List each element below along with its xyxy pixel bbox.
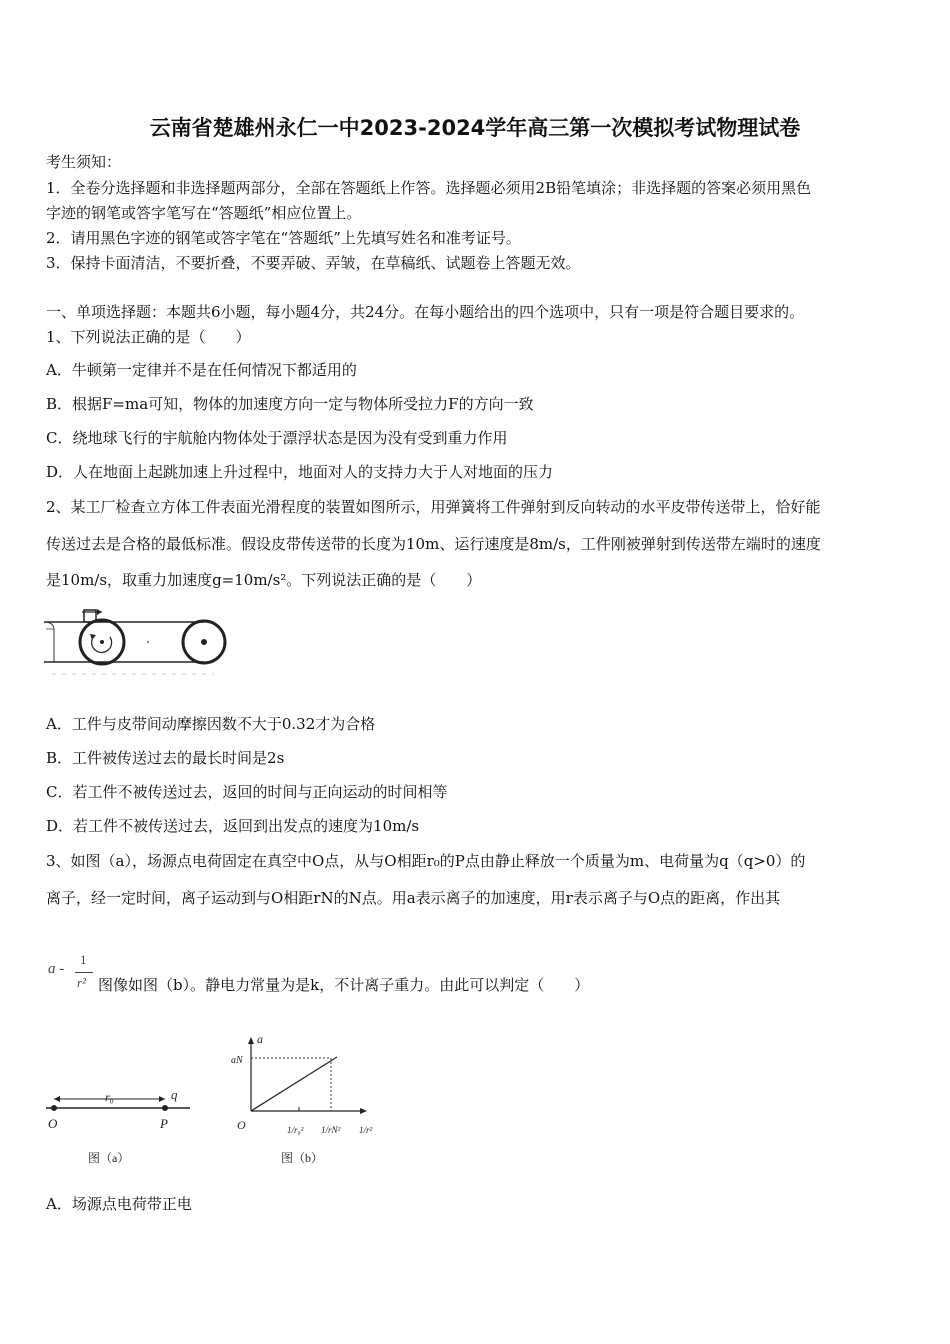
- caption-b: 图（b）: [281, 1151, 324, 1165]
- notice-line: 3．保持卡面清洁，不要折叠，不要弄破、弄皱，在草稿纸、试题卷上答题无效。: [46, 254, 581, 272]
- q1-option-d: D．人在地面上起跳加速上升过程中，地面对人的支持力大于人对地面的压力: [46, 463, 554, 481]
- q2-option-a: A．工件与皮带间动摩擦因数不大于0.32才为合格: [46, 715, 376, 733]
- conveyor-belt-figure: [44, 604, 234, 680]
- notice-line: 字迹的钢笔或答字笔写在“答题纸”相应位置上。: [46, 204, 362, 222]
- label-q: q: [171, 1088, 178, 1102]
- q3-stem-line: 3、如图（a），场源点电荷固定在真空中O点，从与O相距r₀的P点由静止释放一个质量为m、电荷量为q（q>0）的: [46, 852, 806, 870]
- tick-label-rn: 1/rN²: [321, 1125, 341, 1135]
- fraction-bar: [75, 972, 93, 973]
- q2-stem-line: 2、某工厂检查立方体工件表面光滑程度的装置如图所示，用弹簧将工件弹射到反向转动的水平皮带传送带上，恰好能: [46, 498, 821, 516]
- notice-heading: 考生须知：: [46, 153, 122, 171]
- q3-stem-line: 图像如图（b）。静电力常量为是k，不计离子重力。由此可以判定（ ）: [98, 976, 590, 994]
- q2-option-d: D．若工件不被传送过去，返回到出发点的速度为10m/s: [46, 817, 420, 835]
- q1-stem: 1、下列说法正确的是（ ）: [46, 328, 251, 346]
- notice-line: 2．请用黑色字迹的钢笔或答字笔在“答题纸”上先填写姓名和准考证号。: [46, 229, 521, 247]
- tick-label-r0: 1/r₀²: [287, 1125, 304, 1135]
- fraction-denominator: r²: [77, 975, 86, 990]
- q2-option-c: C．若工件不被传送过去，返回的时间与正向运动的时间相等: [46, 783, 448, 801]
- figure-b: [225, 1033, 385, 1173]
- label-r0: r₀: [105, 1090, 114, 1104]
- axis-label-a: a: [257, 1033, 263, 1046]
- label-o: O: [48, 1116, 58, 1131]
- q1-option-b: B．根据F=ma可知，物体的加速度方向一定与物体所受拉力F的方向一致: [46, 395, 534, 413]
- label-origin: O: [237, 1118, 246, 1132]
- tick-label-r: 1/r²: [359, 1125, 373, 1135]
- q1-option-a: A．牛顿第一定律并不是在任何情况下都适用的: [46, 361, 357, 379]
- page-title: 云南省楚雄州永仁一中2023-2024学年高三第一次模拟考试物理试卷: [149, 116, 801, 140]
- q3-stem-line: 离子，经一定时间，离子运动到与O相距rN的N点。用a表示离子的加速度，用r表示离子与O点的距离，作出其: [46, 889, 781, 907]
- q3-option-a: A．场源点电荷带正电: [46, 1195, 192, 1213]
- caption-a: 图（a）: [88, 1151, 130, 1165]
- figure-a: [40, 1088, 200, 1168]
- label-p: P: [160, 1116, 168, 1131]
- graph-variable: a -: [48, 961, 65, 977]
- notice-line: 1．全卷分选择题和非选择题两部分，全部在答题纸上作答。选择题必须用2B铅笔填涂；非选择题的答案必须用黑色: [46, 179, 812, 197]
- q2-stem-line: 传送过去是合格的最低标准。假设皮带传送带的长度为10m、运行速度是8m/s，工件刚被弹射到传送带左端时的速度: [46, 535, 821, 553]
- q1-option-c: C．绕地球飞行的宇航舱内物体处于漂浮状态是因为没有受到重力作用: [46, 429, 508, 447]
- axis-label-an: aN: [231, 1055, 243, 1066]
- q2-option-b: B．工件被传送过去的最长时间是2s: [46, 749, 285, 767]
- fraction-numerator: 1: [80, 952, 87, 967]
- q2-stem-line: 是10m/s，取重力加速度g=10m/s²。下列说法正确的是（ ）: [46, 571, 482, 589]
- section-heading: 一、单项选择题：本题共6小题，每小题4分，共24分。在每小题给出的四个选项中，只有一项是符合题目要求的。: [46, 303, 805, 321]
